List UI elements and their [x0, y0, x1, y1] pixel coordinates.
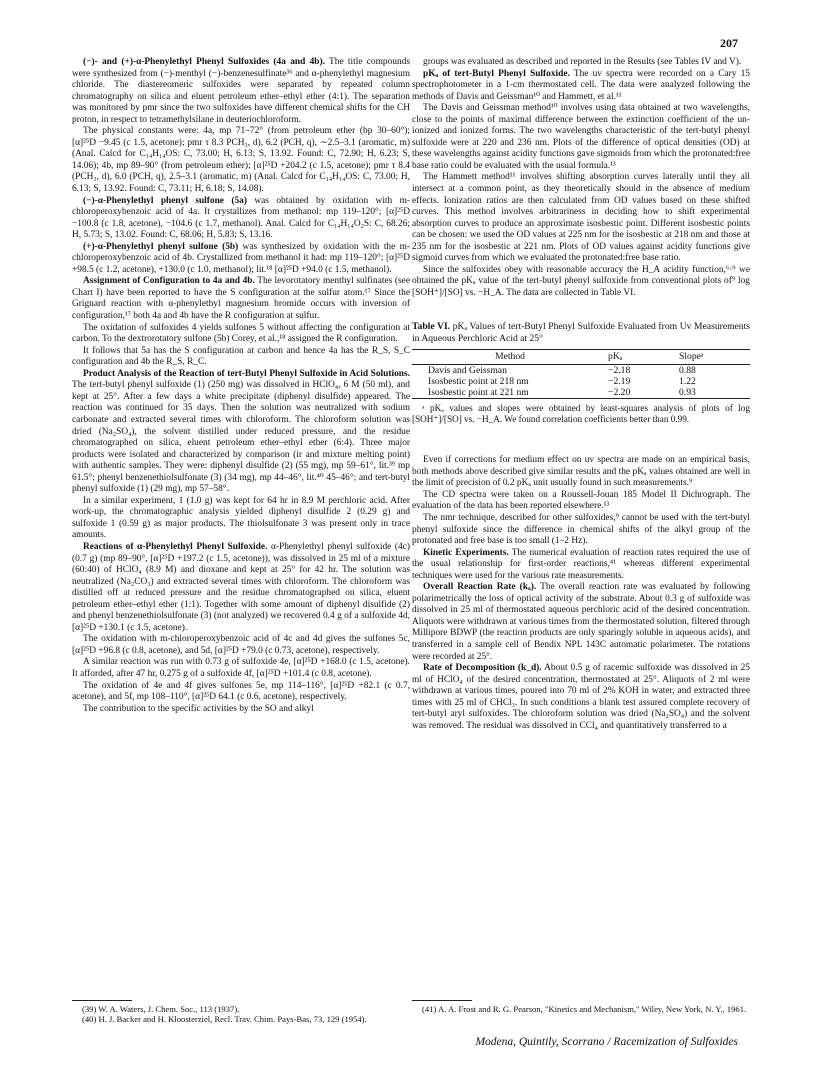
paragraph — [72, 242, 410, 277]
spacer — [412, 431, 750, 455]
footnotes-right — [412, 1000, 750, 1014]
paragraph-text: The oxidation of sulfoxides 4 yields sulfones 5 without affecting the configuration at carbon. To the dextrorotatory sulfone (5b) Corey, et al.,¹⁸ assigned the R configuration. — [72, 322, 410, 345]
table-footnote: ᵃ pKₐ values and slopes were obtained by least-squares analysis of plots of log [SOH⁺]/[SO] vs. −H_A. We found correlation coefficients better than 0.99. — [412, 403, 750, 425]
paragraph-text: The contribution to the specific activities by the SO and alkyl — [83, 703, 314, 714]
table-cell-slope: 0.88 — [679, 365, 696, 377]
paragraph-heading: Assignment of Configuration to 4a and 4b. — [83, 276, 255, 287]
running-footer: Modena, Quintily, Scorrano / Racemization of Sulfoxides — [475, 1036, 738, 1048]
paragraph — [412, 172, 750, 264]
right-column-top — [412, 57, 750, 299]
table-cell-slope: 0.93 — [679, 387, 696, 399]
table-caption-text: pKₐ Values of tert-Butyl Phenyl Sulfoxide Evaluated from Uv Measurements in Aqueous Perchloric Acid at 25° — [412, 321, 751, 345]
paragraph-heading: (+)-α-Phenylethyl phenyl sulfone (5b) — [83, 241, 239, 252]
table-cell-pka: −2.18 — [608, 365, 631, 377]
paragraph-text: The oxidation with m-chloroperoxybenzoic acid of 4c and 4d gives the sulfones 5c, [α]²⁵D +96.8 (c 0.8, acetone), and 5d, [α]²⁵D +79.0 (c 0.73, acetone), respectively. — [72, 634, 410, 656]
paragraph — [72, 323, 410, 346]
paragraph-text: A similar reaction was run with 0.73 g of sulfoxide 4e, [α]²⁵D +168.0 (c 1.5, acetone). It afforded, after 47 hr, 0.275 g of a sulfoxide 4f, [α]²⁵D +101.4 (c 0.8, acetone). — [72, 657, 410, 679]
paragraph — [412, 103, 750, 172]
paragraph-text: was synthesized by oxidation with the m-chloroperoxybenzoic acid of 4b. Crystallized from methanol it had: mp 119–120°; [α]²⁵D +98.5 (c 1.2, acetone), +130.0 (c 1.0, methanol); lit.¹⁸ [α]²⁵D +94.0 (c 1.5, methanol). — [72, 241, 410, 275]
paragraph — [412, 663, 750, 732]
paragraph — [72, 681, 410, 704]
paragraph — [72, 276, 410, 322]
table-label: Table VI. — [412, 321, 451, 333]
page-number: 207 — [720, 36, 738, 50]
footnote: (39) W. A. Waters, J. Chem. Soc., 113 (1937). — [82, 1004, 240, 1014]
paragraph-text: The nmr technique, described for other sulfoxides,⁹ cannot be used with the tert-butyl phenyl sulfoxide since the difference in chemical shifts of the alkyl group of the protonated and free base is too small (1–2 Hz). — [412, 512, 750, 547]
paragraph-heading: (−)-α-Phenylethyl phenyl sulfone (5a) — [83, 195, 247, 206]
table-cell-method: Isosbestic point at 218 nm — [428, 376, 529, 388]
footnote-rule — [412, 1000, 472, 1001]
paragraph — [72, 657, 410, 680]
footnote: (41) A. A. Frost and R. G. Pearson, "Kinetics and Mechanism," Wiley, New York, N. Y., 1961. — [422, 1004, 747, 1014]
table-cell-method: Isosbestic point at 221 nm — [428, 387, 529, 399]
paragraph — [72, 704, 410, 716]
pka-table — [412, 349, 750, 400]
paragraph-text: The levorotatory menthyl sulfinates (see Chart I) have been reported to have the S configuration at the sulfur atom.¹⁷ Since the Grignard reaction with α-phenylethyl magnesium bromide occurs with inversion of configuration,¹⁷ both 4a and 4b have the R configuration at sulfur. — [72, 276, 410, 322]
header-slope: Slopeᵃ — [679, 349, 750, 365]
table-caption — [412, 321, 750, 344]
table-cell-pka: −2.20 — [608, 387, 631, 399]
paragraph-text: The uv spectra were recorded on a Cary 15 spectrophotometer in a 1-cm thermostated cell. The data were analyzed following the methods of Davis and Geissman¹⁰ and Hammett, et al.¹¹ — [412, 68, 750, 102]
table-cell-pka: −2.19 — [608, 376, 631, 388]
header-method: Method — [412, 349, 608, 365]
paragraph-text: The physical constants were: 4a, mp 71–72° (from petroleum ether (bp 30–60°); [α]²⁵D −9.45 (c 1.5, acetone); pmr τ 8.3 PCH₃, d), 6.2 (PCH, q), ∼2.5–3.1 (aromatic, m) (Anal. Calcd for C₁₄H₁₄OS: C, 73.00; H, 6.13; S, 13.92. Found: C, 72.90; H, 6.23; S, 14.06); 4b, mp 89–90° (from petroleum ether); [α]²⁵D +204.2 (c 1.5, acetone); pmr τ 8.4 (PCH₃, d), 6.0 (PCH, q), 2.5–3.1 (aromatic, m) (Anal. Calcd for C₁₄H₁₄OS: C, 73.00; H, 6.13; S, 13.92. Found: C, 73.11; H, 6.18; S, 14.08). — [72, 126, 410, 195]
paragraph — [72, 57, 410, 126]
footnote: (40) H. J. Backer and H. Kloosterziel, Recl. Trav. Chim. Pays-Bas, 73, 129 (1954). — [82, 1014, 367, 1025]
paragraph-text: About 0.5 g of racemic sulfoxide was dissolved in 25 ml of HClO₄ of the desired concentration, thermostated at 25°. Aliquots of 2 ml were withdrawn at various times, poured into 70 ml of 2% KOH in water, and extracted three times with 25 ml of CHCl₃. In such conditions a blank test assured complete recovery of tert-butyl aryl sulfoxides. The chloroform solution was dried (Na₂SO₄) and the solvent was removed. The residual was dissolved in CCl₄ and quantitatively transferred to a — [412, 663, 750, 731]
paragraph-text: The CD spectra were taken on a Roussell-Jouan 185 Model II Dichrograph. The evaluation of the data has been reported elsewhere.¹³ — [412, 489, 750, 512]
paragraph-text: The Davis and Geissman method¹⁰ involves using data obtained at two wavelengths, close to the points of maximal difference between the extinction coefficient of the un-ionized and ionized forms. The two wavelengths characteristic of the tert-butyl phenyl sulfoxide were at 220 and 236 nm. Plots of the difference of optical densities (OD) at these wavelengths against acidity functions gave sigmoids from which the protonated:free base ratio could be evaluated with the usual formula.¹³ — [412, 103, 750, 171]
paragraph — [412, 582, 750, 663]
paragraph-text: The Hammett method¹¹ involves shifting absorption curves laterally until they all intersect at a common point, as they theoretically should in the absence of medium effects. Ionization ratios are then calculated from OD values based on these shifted curves. This method involves arbitrariness in deciding how to shift experimental absorption curves to produce an approximate isosbestic point. Different isosbestic points can be chosen: we used the OD values at 225 nm for the isosbestic at 218 nm and those at 235 nm for the isosbestic at 221 nm. Plots of OD values against acidity functions give sigmoid curves from which we evaluated the protonated:free base ratio. — [412, 172, 750, 264]
table-vi — [412, 321, 750, 425]
paragraph-text: In a similar experiment, 1 (1.0 g) was kept for 64 hr in 8.9 M perchloric acid. After work-up, the chromatographic analysis yielded diphenyl disulfide 2 (0.29 g) and sulfoxide 1 (0.59 g) as major products. The thiolsulfonate 3 was present only in trace amounts. — [72, 495, 410, 541]
right-column-bottom — [412, 455, 750, 732]
left-column — [72, 57, 410, 715]
paragraph — [412, 490, 750, 513]
paragraph-heading: Reactions of α-Phenylethyl Phenyl Sulfoxide. — [83, 541, 268, 552]
paragraph-text: The numerical evaluation of reaction rates required the use of the usual relationship for first-order reactions,⁴¹ whereas different experimental techniques were used for the various rate measurements. — [412, 547, 751, 581]
table-cell-slope: 1.22 — [679, 376, 696, 388]
paragraph — [412, 57, 750, 69]
paragraph — [412, 265, 750, 300]
table-cell-method: Davis and Geissman — [428, 365, 507, 377]
paragraph-text: The tert-butyl phenyl sulfoxide (1) (250 mg) was dissolved in HClO₄, 6 M (50 ml), and kept at 25°. After a few days a white precipitate (diphenyl disulfide) appeared. The reaction was continued for 35 days. Then the solution was neutralized with sodium carbonate and extracted several times with chloroform. The chloroform solution was dried (Na₂SO₄), the solvent distilled under reduced pressure, and the residue chromatographed on silica, eluent petroleum ether–ethyl ether (6:4). Three major products were isolated and characterized by comparison (ir and mixture melting point) with authentic samples. They were: diphenyl disulfide (2) (55 mg), mp 59–61°, lit.³⁹ mp 61.5°; phenyl benzenethiolsulfonate (3) (34 mg), mp 44–46°, lit.⁴⁰ 45–46°; and tert-butyl phenyl sulfoxide (1) (29 mg), mp 57–58°. — [72, 380, 410, 495]
paragraph-heading: (−)- and (+)-α-Phenylethyl Phenyl Sulfoxides (4a and 4b). — [83, 57, 325, 67]
paragraph-text: Even if corrections for medium effect on uv spectra are made on an empirical basis, both methods above described give similar results and the pKₐ values obtained are well in the limit of precision of 0.2 pKₐ unit usually found in such measurements.⁹ — [412, 455, 750, 489]
table-row — [412, 387, 750, 399]
paragraph-heading: Rate of Decomposition (k_d). — [423, 663, 542, 674]
paragraph-text: α-Phenylethyl phenyl sulfoxide (4c) (0.7 g) (mp 89–90°, [α]²⁵D +197.2 (c 1.5, acetone)), was dissolved in 25 ml of a mixture (60:40) of HClO₄ (8.9 M) and dioxane and kept at 25° for 42 hr. The solution was neutralized (Na₂CO₃) and extracted several times with chloroform. The chloroform was distilled off at reduced pressure and the residue chromatographed on silica, eluent petroleum ether–ethyl ether (1:1). Together with some amount of diphenyl disulfide (2) and phenyl benzenethiolsulfonate (3) (not analyzed) we recovered 0.4 g of a sulfoxide 4d, [α]²⁵D +130.1 (c 1.5, acetone). — [72, 541, 410, 633]
paragraph — [72, 542, 410, 634]
paragraph — [412, 548, 750, 583]
paragraph-heading: pKₐ of tert-Butyl Phenyl Sulfoxide. — [423, 68, 570, 79]
table-row — [412, 376, 750, 387]
paragraph-heading: Product Analysis of the Reaction of tert-Butyl Phenyl Sulfoxide in Acid Solutions. — [83, 368, 410, 379]
paragraph-text: The overall reaction rate was evaluated by following polarimetrically the loss of optical activity of the substrate. About 0.3 g of sulfoxide was dissolved in 25 ml of thermostated aqueous perchloric acid of the desired concentration. Aliquots were withdrawn at various times from the thermostated solution, filtered through Millipore BDWP (the reaction products are only sparingly soluble in aqueous acids), and transferred in a sample cell of Bendix NPL 143C automatic polarimeter. The rotations were recorded at 25°. — [412, 582, 751, 662]
paragraph-text: It follows that 5a has the S configuration at carbon and hence 4a has the R_S, S_C configuration and 4b the R_S, R_C. — [72, 345, 410, 368]
paragraph-text: was obtained by oxidation with m-chloroperoxybenzoic acid of 4a. It crystallizes from methanol: mp 119–120°; [α]²⁵D −100.8 (c 1.8, acetone), −104.6 (c 1.7, methanol). Anal. Calcd for C₁₄H₁₄O₂S: C, 68.26; H, 5.73; S, 13.02. Found: C, 68.06; H, 5.83; S, 13.16. — [72, 195, 411, 241]
paragraph — [72, 126, 410, 195]
paragraph — [412, 455, 750, 490]
paragraph-heading: Overall Reaction Rate (kₐ). — [423, 582, 537, 593]
paragraph-text: Since the sulfoxides obey with reasonable accuracy the H_A acidity function,⁶·⁹ we obtained the pKₐ value of the tert-butyl phenyl sulfoxide from conventional plots of⁹ log [SOH⁺]/[SO] vs. −H_A. The data are collected in Table VI. — [412, 264, 750, 298]
paragraph — [72, 496, 410, 542]
footnotes-left — [72, 1000, 410, 1025]
paragraph-text: groups was evaluated as described and reported in the Results (see Tables IV and V). — [423, 57, 742, 67]
paragraph — [72, 346, 410, 369]
footnote-rule — [72, 1000, 132, 1001]
paragraph-text: The oxidation of 4e and 4f gives sulfones 5e, mp 114–116°, [α]²⁵D +82.1 (c 0.7, acetone), and 5f, mp 108–110°, [α]²⁵D 64.1 (c 0.6, acetone), respectively. — [72, 680, 410, 703]
paragraph-heading: Kinetic Experiments. — [423, 547, 509, 558]
paragraph-text: The title compounds were synthesized from (−)-menthyl (−)-benzenesulfinate³⁶ and α-phenylethyl magnesium chloride. The diastereomeric sulfoxides were separated by repeated column chromatography on silica and eluent petroleum ether–ethyl ether (4:1). The separation was monitored by pmr since the two sulfoxides have different chemical shifts for the CH proton, in respect to tetramethylsilane in deuteriochloroform. — [72, 57, 410, 125]
paragraph — [412, 513, 750, 548]
paragraph — [72, 369, 410, 496]
right-column — [412, 57, 750, 732]
table-header-row — [412, 349, 750, 365]
paragraph — [412, 69, 750, 104]
paragraph — [72, 634, 410, 657]
paragraph — [72, 196, 410, 242]
header-pka: pKₐ — [608, 349, 679, 365]
table-row — [412, 365, 750, 377]
